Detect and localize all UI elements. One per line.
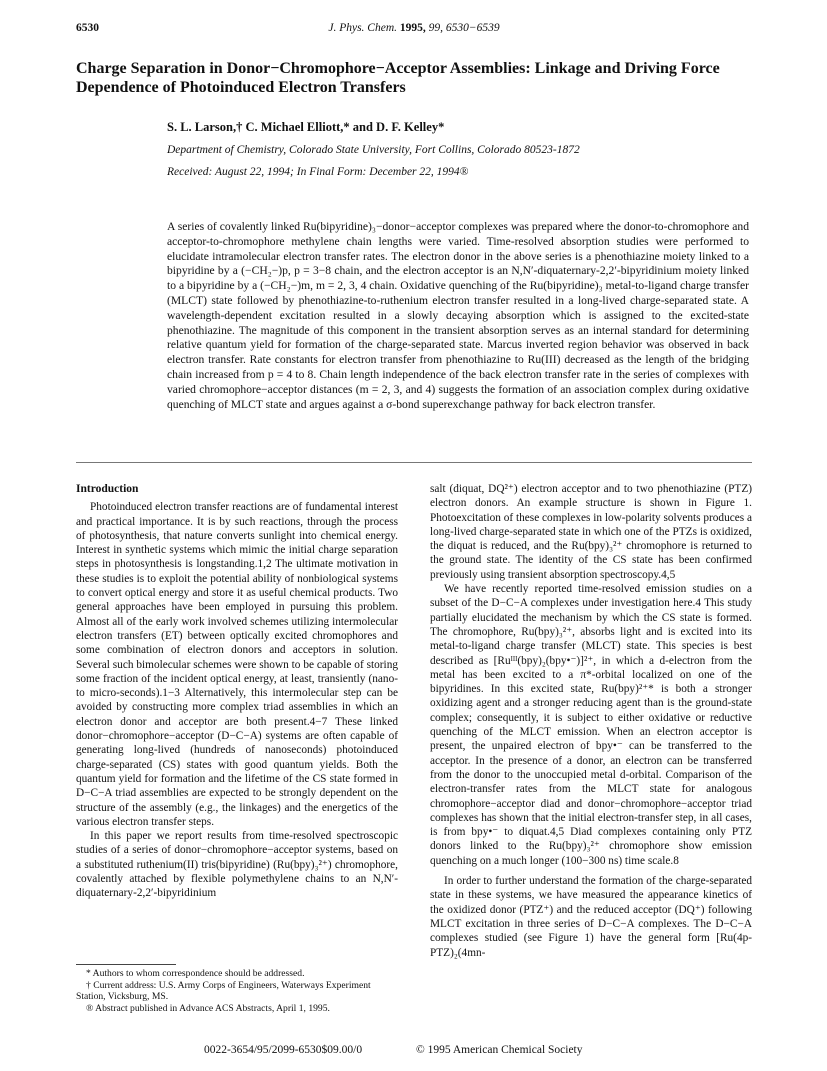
page-footer xyxy=(0,1044,827,1060)
journal-name: J. Phys. Chem. xyxy=(328,22,398,34)
paragraph: We have recently reported time-resolved emission studies on a subset of the D−C−A complexes under investigation here.4 This study partially elucidated the mechanism by which the CS state is formed. The chromophore, Ru(bpy)₃²⁺, absorbs light and is excited into its metal-to-ligand charge transfer (MLCT) state. This species is best described as [Ruᴵᴵᴵ(bpy)₂(bpy•⁻)]²⁺, in which a d-electron from the metal has been excited to a π*-orbital localized on one of the bipyridines. In this excited state, Ru(bpy)²⁺* is both a stronger oxidizing agent and a stronger reducing agent than is the ground-state complex; consequently, it is subject to either oxidative or reductive quenching of the MLCT emission. When an electron acceptor is present, the unpaired electron of bpy•⁻ can be transferred to the acceptor. In the presence of a donor, an electron can be transferred from the donor to the unoccupied metal d-orbital. Comparison of the electron-transfer rates from the MLCT state for analogous chromophore−acceptor diad and donor−chromophore−acceptor triad complexes has shown that the initial electron-transfer step, in all cases, is from bpy•⁻ to diquat.4,5 Diad complexes containing only PTZ donors linked to the Ru(bpy)₃²⁺ chromophore show emission quenching on a much longer (100−300 ns) time scale.8 xyxy=(430,583,752,867)
journal-citation xyxy=(76,22,752,34)
article-title: Charge Separation in Donor−Chromophore−Acceptor Assemblies: Linkage and Driving Force Dependence of Photoinduced Electron Transfers xyxy=(76,60,720,96)
page-number: 6530 xyxy=(76,22,99,34)
footnote: ® Abstract published in Advance ACS Abstracts, April 1, 1995. xyxy=(86,1002,330,1014)
left-column xyxy=(76,482,398,901)
journal-year: 1995, xyxy=(399,22,426,34)
paragraph: Photoinduced electron transfer reactions are of fundamental interest and practical importance. It is by such reactions, through the process of photosynthesis, that nature converts sunlight into chemical energy. Interest in synthetic systems which mimic the initial charge separation steps in photosynthesis is longstanding.1,2 The ultimate motivation in these studies is to exploit the potential ability of nonbiological systems to convert optical energy and store it as useful chemical products. Two general approaches have been employed in pursuing this problem. Almost all of the early work involved schemes utilizing intermolecular electron transfers (ET) between optically excited chromophores and some combination of electron donors and acceptors in solution. Several such bimolecular schemes were shown to be capable of storing some fraction of the incident optical energy, at least, transiently (nano- to micro-seconds).1−3 Alternatively, this intermolecular step can be avoided by constructing more complex triad assemblies in which an electron donor and acceptor are both present.4−7 These linked donor−chromophore−acceptor (D−C−A) systems are often capable of generating long-lived (hundreds of nanoseconds) photoinduced charge-separated (CS) states with good quantum yields. Both the quantum yield for formation and the lifetime of the CS state formed in D−C−A triad assemblies are expected to be strongly dependent on the structure of the assembly (e.g., the linkages) and the energetics of the various electron transfer steps. xyxy=(76,501,398,828)
affiliation: Department of Chemistry, Colorado State University, Fort Collins, Colorado 80523-1872 xyxy=(167,144,580,156)
footnote-divider xyxy=(76,964,176,965)
copyright-notice: © 1995 American Chemical Society xyxy=(416,1044,583,1056)
footnote: * Authors to whom correspondence should be addressed. xyxy=(86,968,305,979)
paragraph: In this paper we report results from time-resolved spectroscopic studies of a series of donor−chromophore−acceptor systems, based on a substituted ruthenium(II) tris(bipyridine) (Ru(bpy)₃²⁺) chromophore, covalently attached by flexible polymethylene chains to an N,N′-diquaternary-2,2′-bipyridinium xyxy=(76,830,398,900)
received-dates: Received: August 22, 1994; In Final Form: December 22, 1994® xyxy=(167,166,469,178)
section-heading-introduction: Introduction xyxy=(76,483,139,495)
paragraph: In order to further understand the formation of the charge-separated state in these systems, we have measured the appearance kinetics of the oxidized donor (PTZ⁺) and the reduced acceptor (DQ⁺) following MLCT excitation in three series of D−C−A complexes. The D−C−A complexes studied (see Figure 1) have the general form [Ru(4p-PTZ)₂(4mn- xyxy=(430,875,752,959)
article-code: 0022-3654/95/2099-6530$09.00/0 xyxy=(204,1044,363,1056)
author-list: S. L. Larson,† C. Michael Elliott,* and D. F. Kelley* xyxy=(167,120,445,134)
footnote: † Current address: U.S. Army Corps of Engineers, Waterways Experiment Station, Vicksburg, MS. xyxy=(76,979,371,1002)
running-header xyxy=(76,22,752,40)
footnotes xyxy=(76,968,398,1014)
abstract: A series of covalently linked Ru(bipyridine)₃−donor−acceptor complexes was prepared where the donor-to-chromophore and acceptor-to-chromophore methylene chain lengths were varied. Time-resolved absorption studies were performed to elucidate intramolecular electron transfer rates. The electron donor in the above series is a phenothiazine moiety linked to a bipyridine by a (−CH₂−)p, p = 3−8 chain, and the electron acceptor is an N,N′-diquaternary-2,2′-bipyridinium moiety linked to a bipyridine by a (−CH₂−)m, m = 2, 3, 4 chain. Oxidative quenching of the Ru(bipyridine)₃ metal-to-ligand charge transfer (MLCT) state followed by phenothiazine-to-ruthenium electron transfer resulted in a long-lived charge-separated state. A wavelength-dependent excitation resulted in a slowly decaying absorption which is assigned to the excited-state phenothiazine. The magnitude of this component in the transient absorption serves as an internal standard for determining relative quantum yield for formation of the charge-separated state. Marcus inverted region behavior was observed in back electron transfer. Rate constants for electron transfer from phenothiazine to Ru(III) decreased as the length of the bridging chain increased from p = 4 to 8. Chain length independence of the back electron transfer rate in the series of complexes with varied chromophore−acceptor distances (m = 2, 3, and 4) suggests the formation of an association complex during oxidative quenching of MLCT state and argues against a σ-bond superexchange pathway for back electron transfer. xyxy=(167,220,749,411)
paragraph: salt (diquat, DQ²⁺) electron acceptor and to two phenothiazine (PTZ) electron donors. An example structure is shown in Figure 1. Photoexcitation of these complexes in low-polarity solvents produces a long-lived charge-separated state in which one of the PTZs is oxidized, the diquat is reduced, and the Ru(bpy)₃²⁺ chromophore is returned to the ground state. The identity of the CS state has been confirmed previously using transient absorption spectroscopy.4,5 xyxy=(430,483,752,581)
journal-volume-pages: 99, 6530−6539 xyxy=(428,22,500,34)
section-divider xyxy=(76,462,752,463)
right-column xyxy=(430,482,752,960)
